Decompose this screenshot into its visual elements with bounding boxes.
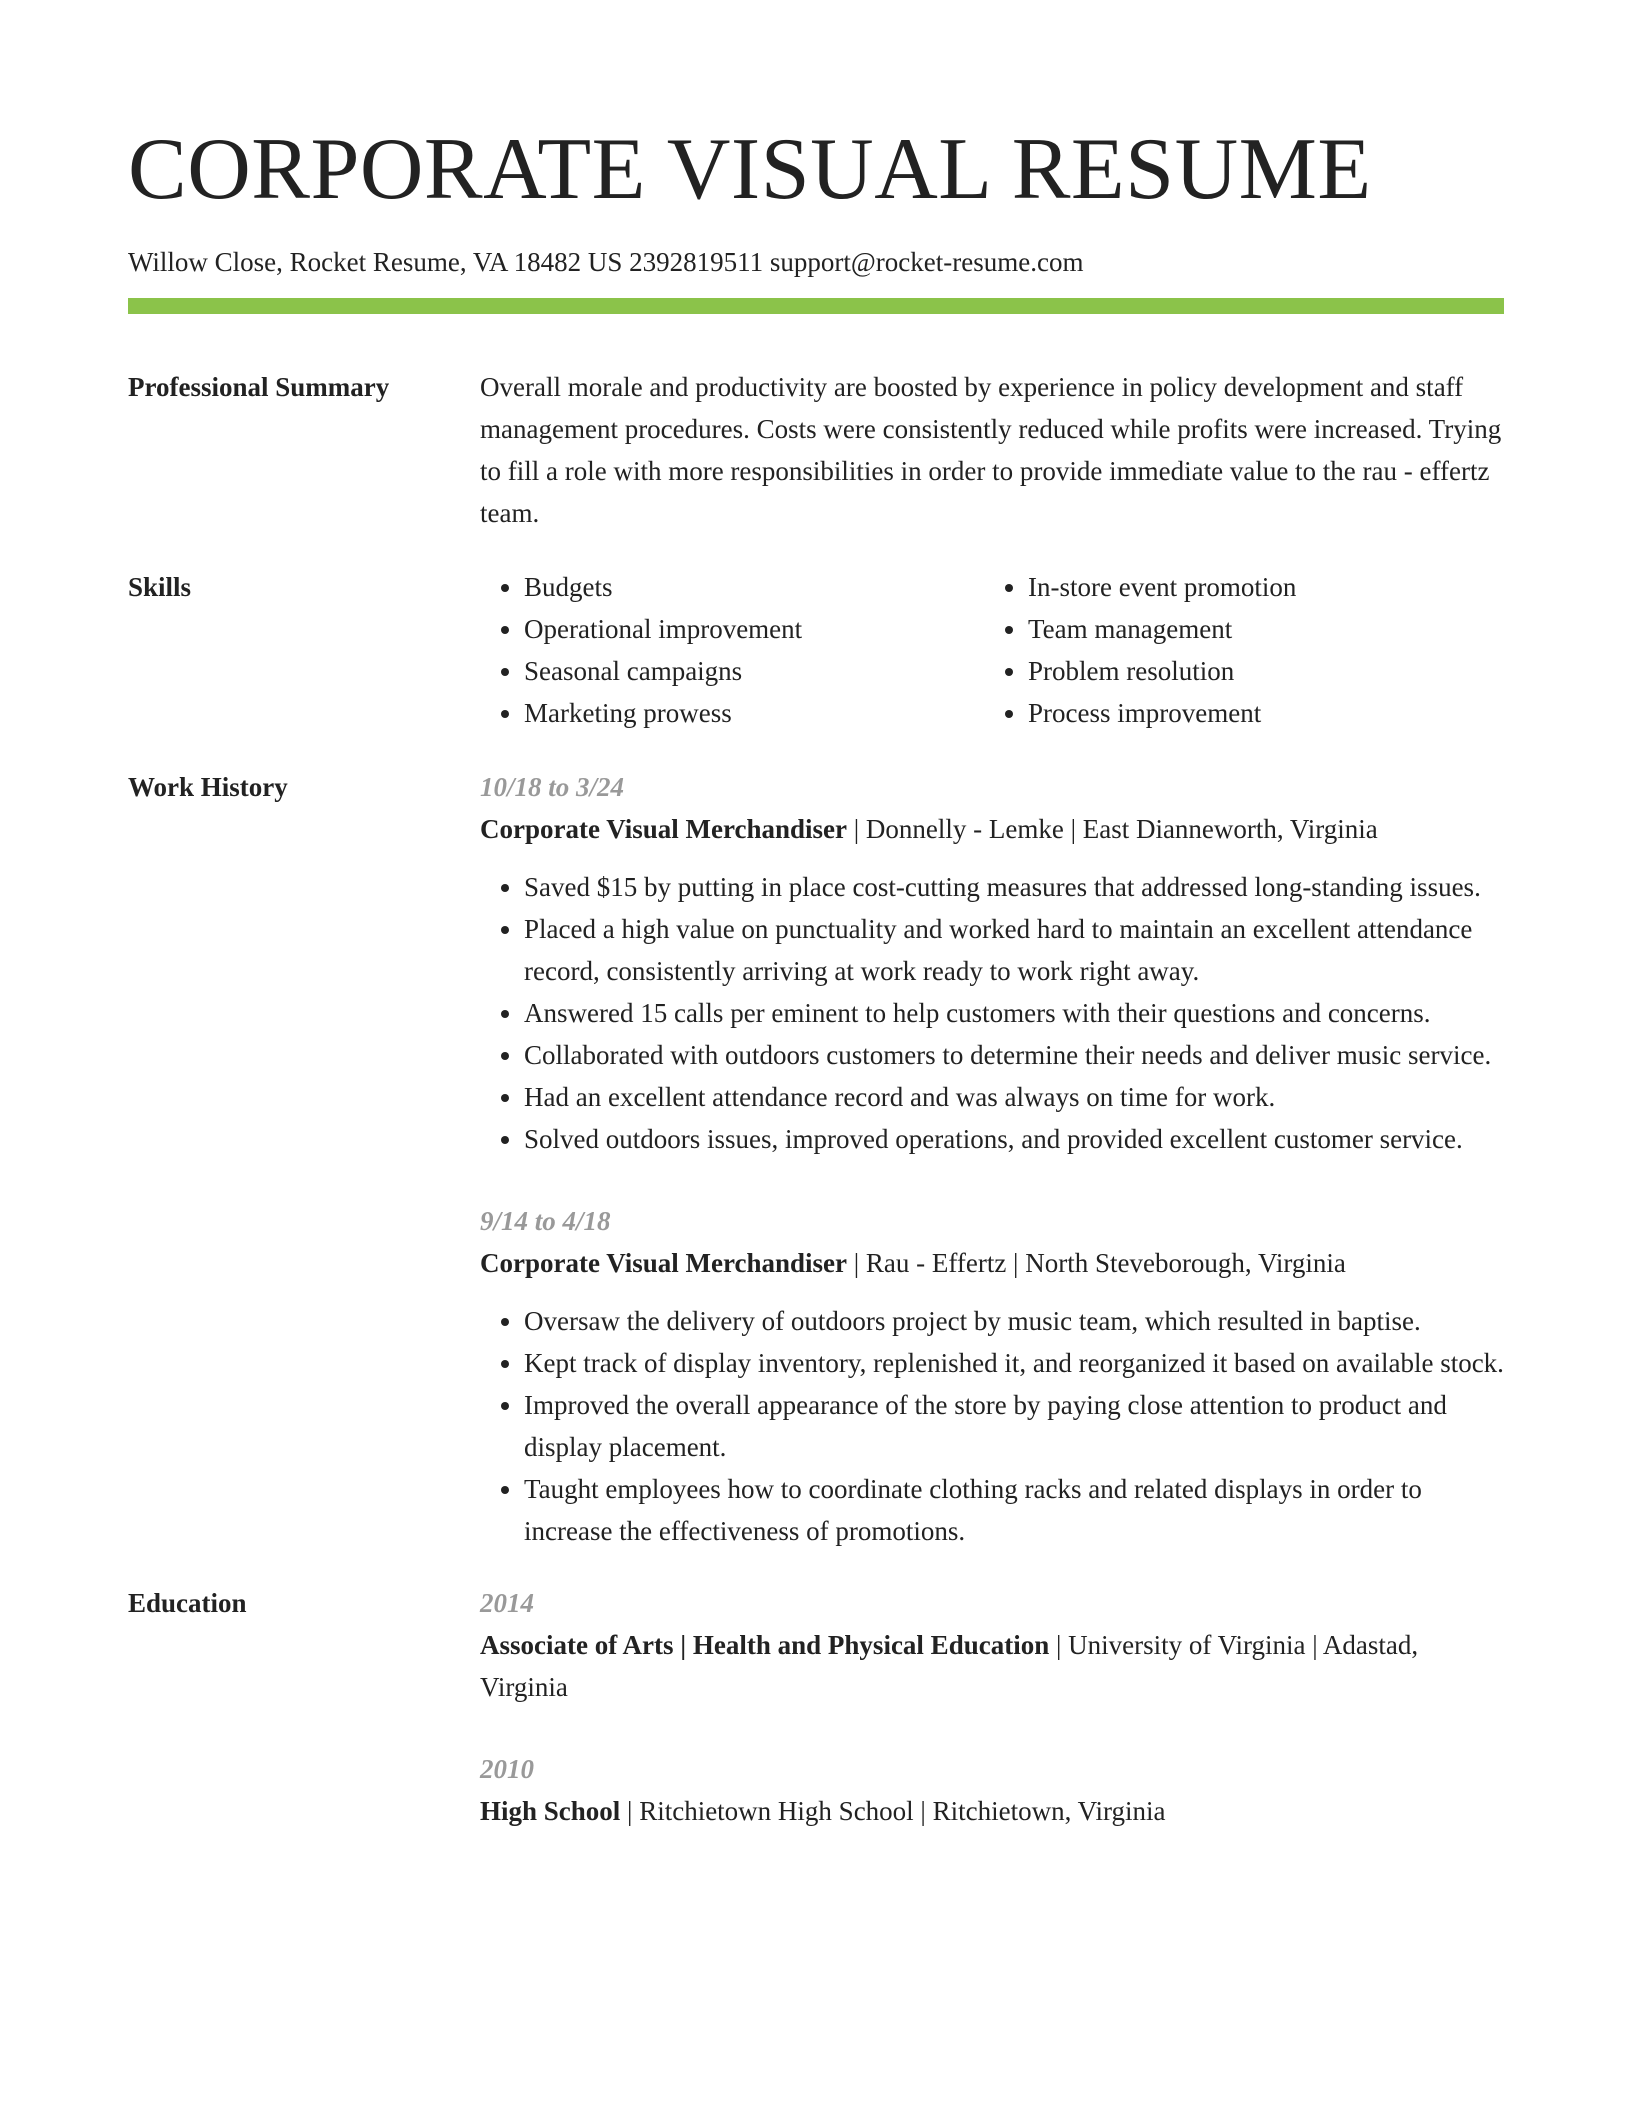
education-label: Education <box>128 1588 247 1618</box>
summary-label: Professional Summary <box>128 372 390 402</box>
job-details: | Rau - Effertz | North Steveborough, Virginia <box>846 1248 1346 1278</box>
summary-text: Overall morale and productivity are boosted by experience in policy development and staff management procedures. Costs were consistently reduced while profits were increased. Trying to fill a role with more responsibilities in order to provide immediate value to the rau - effertz team. <box>480 372 1502 528</box>
job-bullet: • Taught employees how to coordinate clothing racks and related displays in order to increase the effectiveness of promotions. <box>524 1468 1504 1552</box>
education-details: | Ritchietown High School | Ritchietown, Virginia <box>620 1796 1166 1826</box>
skill-item: • Marketing prowess <box>524 692 984 734</box>
job-heading <box>480 808 1504 850</box>
job-bullet: • Kept track of display inventory, replenished it, and reorganized it based on available stock. <box>524 1342 1504 1384</box>
job-bullet: • Collaborated with outdoors customers to determine their needs and deliver music service. <box>524 1034 1504 1076</box>
job-heading <box>480 1242 1504 1284</box>
job-bullet: • Improved the overall appearance of the store by paying close attention to product and display placement. <box>524 1384 1504 1468</box>
job-bullet: • Saved $15 by putting in place cost-cutting measures that addressed long-standing issues. <box>524 866 1504 908</box>
skill-item: • Budgets <box>524 566 984 608</box>
skill-item: • Operational improvement <box>524 608 984 650</box>
education-details: | University of Virginia | Adastad, Virginia <box>480 1630 1419 1702</box>
education-heading <box>480 1624 1504 1708</box>
job-bullets <box>480 1300 1504 1552</box>
education-entry <box>480 1582 1504 1708</box>
skills-list-right <box>984 566 1488 734</box>
skill-item: • Seasonal campaigns <box>524 650 984 692</box>
resume-title: CORPORATE VISUAL RESUME <box>128 121 1372 218</box>
skill-item: • Team management <box>1028 608 1488 650</box>
skill-item: • In-store event promotion <box>1028 566 1488 608</box>
job-bullet: • Oversaw the delivery of outdoors project by music team, which resulted in baptise. <box>524 1300 1504 1342</box>
work-history-label: Work History <box>128 772 288 802</box>
education-section <box>128 1582 1504 1832</box>
education-heading <box>480 1790 1504 1832</box>
education-entry <box>480 1748 1504 1832</box>
job-dates: 10/18 to 3/24 <box>480 772 625 802</box>
job-entry <box>480 766 1504 1160</box>
job-entry <box>480 1200 1504 1552</box>
job-dates: 9/14 to 4/18 <box>480 1206 611 1236</box>
skill-item: • Process improvement <box>1028 692 1488 734</box>
education-year: 2014 <box>480 1588 534 1618</box>
education-degree: High School <box>480 1796 621 1826</box>
job-bullets <box>480 866 1504 1160</box>
job-bullet: • Solved outdoors issues, improved operations, and provided excellent customer service. <box>524 1118 1504 1160</box>
job-bullet: • Answered 15 calls per eminent to help customers with their questions and concerns. <box>524 992 1504 1034</box>
skills-section <box>128 566 1504 734</box>
header-divider <box>128 298 1504 314</box>
education-degree: Associate of Arts | Health and Physical Education <box>480 1630 1050 1660</box>
contact-line: Willow Close, Rocket Resume, VA 18482 US 2392819511 support@rocket-resume.com <box>128 247 1084 277</box>
skill-item: • Problem resolution <box>1028 650 1488 692</box>
job-title: Corporate Visual Merchandiser <box>480 1248 847 1278</box>
job-title: Corporate Visual Merchandiser <box>480 814 847 844</box>
work-history-section <box>128 766 1504 1552</box>
job-bullet: • Placed a high value on punctuality and worked hard to maintain an excellent attendance record, consistently arriving at work ready to work right away. <box>524 908 1504 992</box>
resume-page <box>128 0 1504 1832</box>
skills-list-left <box>480 566 984 734</box>
job-details: | Donnelly - Lemke | East Dianneworth, Virginia <box>846 814 1378 844</box>
education-year: 2010 <box>480 1754 534 1784</box>
job-bullet: • Had an excellent attendance record and was always on time for work. <box>524 1076 1504 1118</box>
summary-section <box>128 366 1504 534</box>
skills-label: Skills <box>128 572 192 602</box>
